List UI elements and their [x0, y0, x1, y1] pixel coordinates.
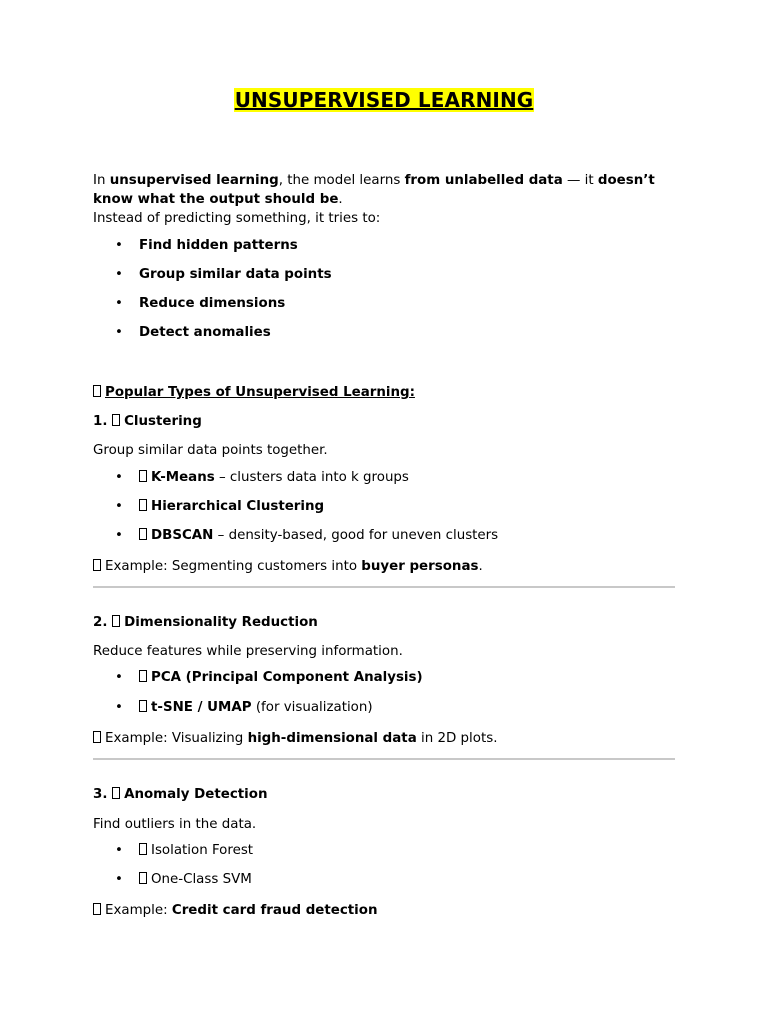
list-bullet: •	[115, 296, 123, 311]
item-rest: Isolation Forest	[151, 843, 254, 858]
section-description: Group similar data points together.	[93, 443, 328, 458]
list-item	[139, 528, 498, 543]
list-item	[139, 499, 324, 514]
item-rest: (for visualization)	[251, 700, 373, 715]
emoji-placeholder-icon	[139, 700, 147, 712]
goal-item: Reduce dimensions	[139, 296, 286, 311]
emoji-placeholder-icon	[93, 385, 101, 397]
list-item	[139, 670, 423, 685]
intro-term: unsupervised learning	[109, 173, 279, 188]
goal-item: Find hidden patterns	[139, 238, 298, 253]
section-example	[93, 729, 693, 748]
goal-item: Group similar data points	[139, 267, 332, 282]
section-number: 1.	[93, 414, 113, 429]
section-number: 2.	[93, 615, 113, 630]
goal-item: Detect anomalies	[139, 325, 271, 340]
item-bold: t-SNE / UMAP	[151, 700, 252, 715]
intro-text-1: In	[93, 173, 110, 188]
emoji-placeholder-icon	[139, 528, 147, 540]
intro-end: .	[338, 192, 343, 207]
section-number: 3.	[93, 787, 113, 802]
emoji-placeholder-icon	[93, 903, 101, 915]
section-heading-dimensionality	[93, 613, 693, 632]
horizontal-rule	[93, 586, 675, 588]
emoji-placeholder-icon	[139, 872, 147, 884]
list-bullet: •	[115, 872, 123, 887]
intro-text-3: — it	[562, 173, 598, 188]
item-rest: – density-based, good for uneven clusters	[213, 528, 499, 543]
item-rest: – clusters data into k groups	[214, 470, 409, 485]
horizontal-rule	[93, 758, 675, 760]
emoji-placeholder-icon	[93, 731, 101, 743]
example-prefix: Example:	[105, 903, 172, 918]
emoji-placeholder-icon	[112, 414, 120, 426]
section-example	[93, 557, 693, 576]
item-bold: DBSCAN	[151, 528, 214, 543]
example-suffix: in 2D plots.	[416, 731, 498, 746]
emoji-placeholder-icon	[93, 559, 101, 571]
emoji-placeholder-icon	[139, 470, 147, 482]
item-rest: One-Class SVM	[151, 872, 252, 887]
document-title-wrap	[0, 88, 768, 112]
intro-from: from unlabelled data	[404, 173, 563, 188]
item-bold: K-Means	[151, 470, 215, 485]
types-heading	[93, 383, 693, 402]
emoji-placeholder-icon	[139, 670, 147, 682]
section-example	[93, 901, 693, 920]
list-item	[139, 872, 252, 887]
list-bullet: •	[115, 499, 123, 514]
intro-doesnt-know: doesn’t know what the output should be	[93, 173, 655, 207]
list-bullet: •	[115, 238, 123, 253]
item-bold: PCA (Principal Component Analysis)	[151, 670, 423, 685]
section-description: Find outliers in the data.	[93, 817, 257, 832]
list-bullet: •	[115, 670, 123, 685]
list-item	[139, 470, 409, 485]
list-item	[139, 843, 253, 858]
list-bullet: •	[115, 528, 123, 543]
section-title: Dimensionality Reduction	[124, 615, 318, 630]
section-title: Clustering	[124, 414, 202, 429]
document-title: UNSUPERVISED LEARNING	[234, 88, 534, 112]
example-bold: buyer personas	[361, 559, 479, 574]
example-suffix: .	[478, 559, 483, 574]
section-title: Anomaly Detection	[124, 787, 268, 802]
emoji-placeholder-icon	[112, 787, 120, 799]
intro-line-2: Instead of predicting something, it tries to:	[93, 211, 381, 226]
list-bullet: •	[115, 325, 123, 340]
list-bullet: •	[115, 267, 123, 282]
emoji-placeholder-icon	[112, 615, 120, 627]
example-prefix: Example: Segmenting customers into	[105, 559, 362, 574]
section-heading-anomaly	[93, 785, 693, 804]
item-bold: Hierarchical Clustering	[151, 499, 325, 514]
example-bold: high-dimensional data	[247, 731, 417, 746]
list-item	[139, 700, 373, 715]
emoji-placeholder-icon	[139, 843, 147, 855]
list-bullet: •	[115, 843, 123, 858]
section-description: Reduce features while preserving information.	[93, 644, 403, 659]
section-heading-clustering	[93, 412, 693, 431]
emoji-placeholder-icon	[139, 499, 147, 511]
types-heading-text: Popular Types of Unsupervised Learning:	[105, 385, 415, 400]
example-bold: Credit card fraud detection	[171, 903, 378, 918]
list-bullet: •	[115, 470, 123, 485]
list-bullet: •	[115, 700, 123, 715]
intro-text-2: , the model learns	[278, 173, 405, 188]
example-prefix: Example: Visualizing	[105, 731, 248, 746]
intro-paragraph	[93, 171, 693, 209]
